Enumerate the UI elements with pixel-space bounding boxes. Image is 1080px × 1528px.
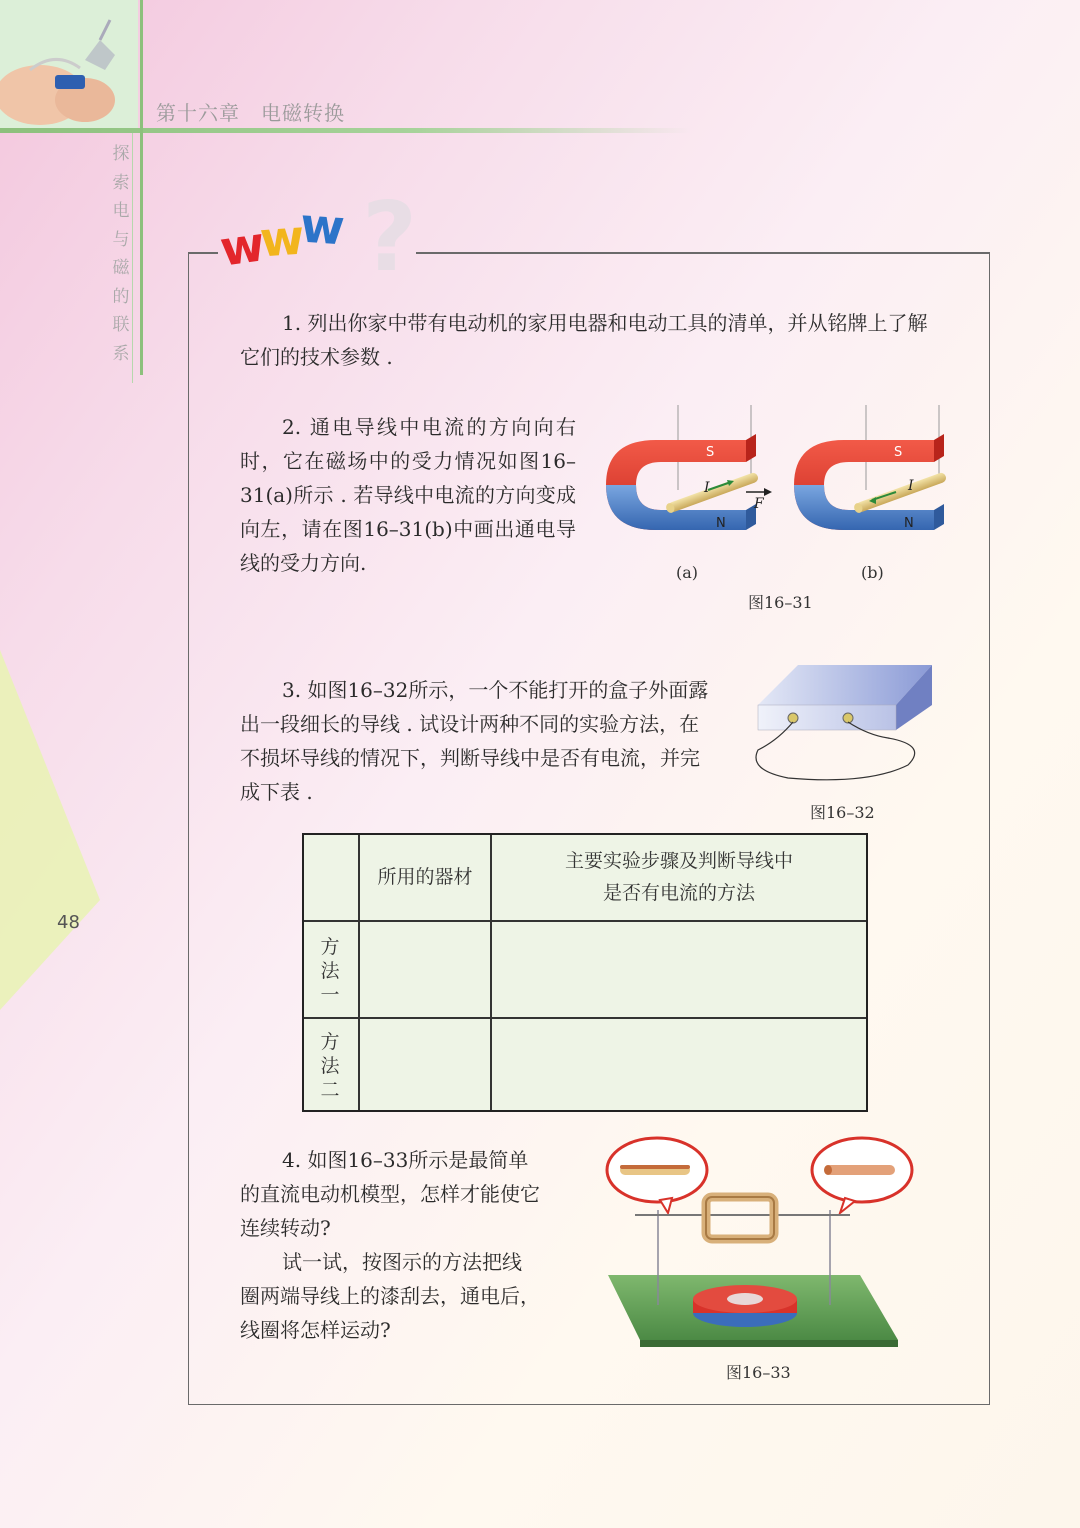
- table-header-steps-line2: 是否有电流的方法: [602, 882, 755, 904]
- question-4: [240, 1143, 540, 1347]
- svg-text:S: S: [706, 445, 715, 460]
- side-char: 探: [112, 144, 130, 164]
- svg-text:?: ?: [362, 185, 418, 285]
- table-row-label-method-2: 方 法 二: [320, 1031, 340, 1101]
- side-char: 磁: [112, 258, 130, 278]
- svg-text:(b): (b): [861, 563, 884, 582]
- figure-16-31: [596, 400, 966, 590]
- header-rule: [0, 128, 690, 133]
- question-4-part-a: 4. 如图16–33所示是最简单的直流电动机模型，怎样才能使它连续转动?: [240, 1148, 540, 1240]
- frame-top-right-segment: [416, 252, 990, 254]
- figure-16-31-caption: 图16–31: [748, 593, 813, 612]
- side-char: 联: [112, 315, 130, 335]
- table-hline-1: [304, 920, 866, 922]
- svg-text:N: N: [904, 516, 914, 531]
- question-3: 3. 如图16–32所示，一个不能打开的盒子外面露出一段细长的导线 . 试设计两种不同的实验方法，在不损坏导线的情况下，判断导线中是否有电流，并完成下表 .: [240, 678, 709, 804]
- figure-16-33-motor: [600, 1135, 920, 1355]
- svg-text:N: N: [716, 516, 726, 531]
- table-header-steps-line1: 主要实验步骤及判断导线中: [564, 850, 793, 872]
- side-char: 系: [112, 343, 130, 364]
- svg-text:w: w: [258, 209, 307, 269]
- figure-16-32-caption: 图16–32: [810, 803, 875, 822]
- chapter-title: 第十六章 电磁转换: [156, 101, 345, 125]
- table-header-equipment: 所用的器材: [377, 866, 473, 888]
- side-char: 电: [112, 201, 130, 221]
- svg-text:w: w: [298, 197, 347, 257]
- side-section-title: [111, 140, 131, 368]
- table-row-label-method-1: 方 法 一: [320, 936, 340, 1006]
- question-2: 2. 通电导线中电流的方向向右时，它在磁场中的受力情况如图16–31(a)所示 . 若导线中电流的方向变成向左，请在图16–31(b)中画出通电导线的受力方向.: [240, 415, 576, 575]
- question-1: 1. 列出你家中带有电动机的家用电器和电动工具的清单，并从铭牌上了解它们的技术参数 .: [240, 311, 928, 369]
- question-4-part-b: 试一试，按图示的方法把线圈两端导线上的漆刮去，通电后，线圈将怎样运动?: [240, 1250, 540, 1342]
- table-header-steps: [492, 845, 866, 909]
- svg-text:F: F: [754, 496, 764, 512]
- svg-text:(a): (a): [676, 563, 699, 582]
- magnet-b: [794, 405, 947, 531]
- svg-text:I: I: [704, 480, 710, 496]
- table-hline-2: [304, 1017, 866, 1019]
- magnet-a: [606, 405, 772, 531]
- side-vertical-rule: [140, 0, 143, 375]
- side-char: 的: [112, 286, 130, 307]
- page-number: 48: [57, 912, 80, 933]
- side-char: 与: [112, 229, 130, 250]
- www-question-logo: [212, 185, 432, 285]
- svg-text:I: I: [908, 478, 914, 494]
- side-vertical-rule-thin: [132, 133, 133, 383]
- decorative-wedge: [0, 650, 100, 1010]
- figure-16-33-caption: 图16–33: [726, 1363, 791, 1382]
- chapter-corner-photo: [0, 0, 138, 128]
- experiment-table: [302, 833, 868, 1112]
- svg-text:S: S: [894, 445, 903, 460]
- svg-text:w: w: [216, 216, 269, 278]
- side-char: 索: [112, 172, 130, 193]
- figure-16-32-box: [748, 660, 938, 790]
